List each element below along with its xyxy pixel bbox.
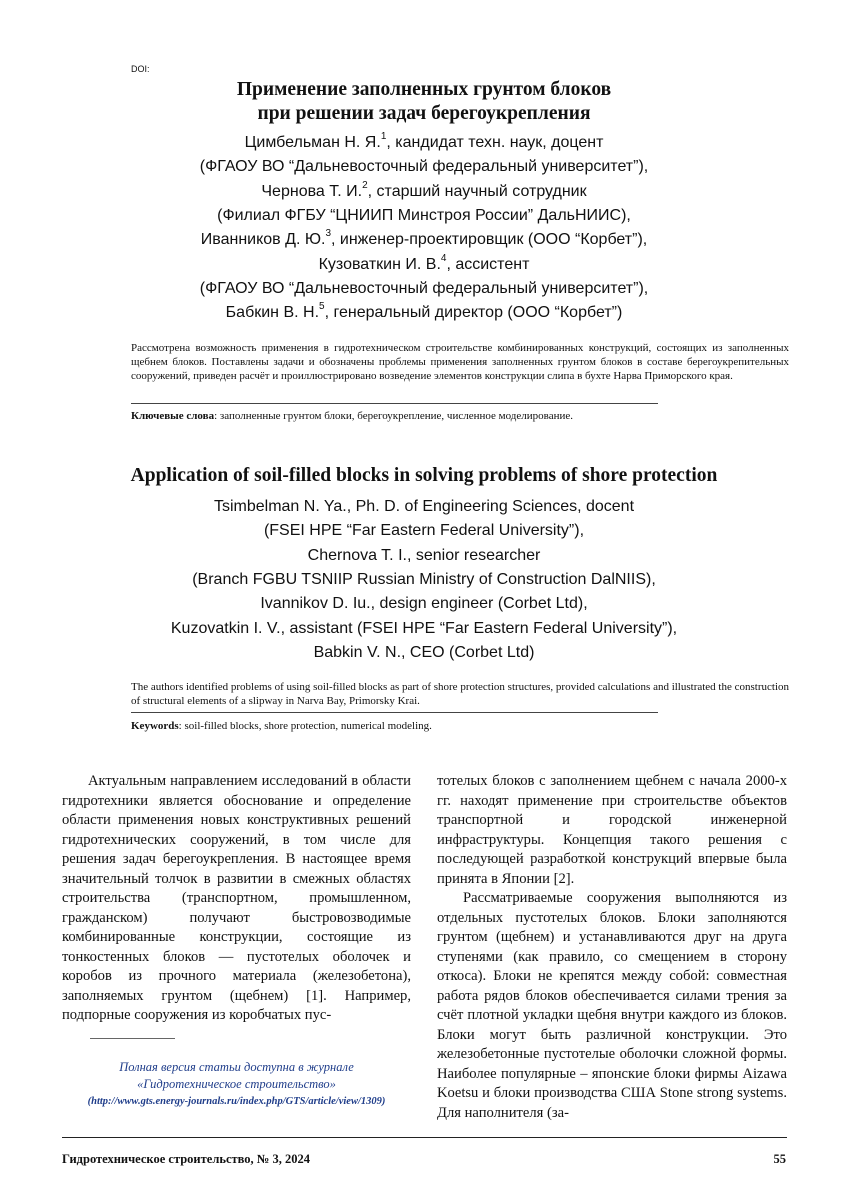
title-ru-line-2: при решении задач берегоукрепления	[257, 103, 591, 124]
keywords-ru	[131, 409, 791, 423]
author-ru-line	[0, 252, 848, 274]
author-ru-role: , старший научный сотрудник	[367, 182, 587, 200]
keywords-en-text: : soil-filled blocks, shore protection, numerical modeling.	[178, 720, 432, 732]
author-ru-text: Кузоваткин И. В.	[318, 255, 441, 273]
divider	[131, 712, 658, 713]
author-en-line: Chernova T. I., senior researcher	[307, 546, 541, 564]
author-ru-role: , генеральный директор (ООО “Корбет”)	[324, 304, 623, 322]
author-en-line: (Branch FGBU TSNIIP Russian Ministry of Construction DalNIIS),	[192, 570, 656, 588]
author-en-line: Tsimbelman N. Ya., Ph. D. of Engineering Sciences, docent	[213, 498, 635, 515]
author-ru-line	[0, 301, 848, 322]
author-ru-line	[0, 131, 848, 152]
author-ru-text: Иванников Д. Ю.	[200, 231, 326, 249]
footer-rule	[62, 1137, 787, 1138]
author-ru-role: , ассистент	[446, 255, 530, 273]
author-ru-line	[0, 158, 848, 176]
abstract-en: The authors identified problems of using soil-filled blocks as part of shore protection structures, provided calculations and illustrated the construction of structural elements of a slipway in Narva Bay, Primorsky Krai.	[131, 681, 790, 708]
author-ru-affiliation-mark: 4	[440, 252, 447, 264]
author-ru-line	[0, 280, 848, 298]
title-en: Application of soil-filled blocks in solving problems of shore protection	[130, 465, 718, 486]
full-version-note	[62, 1059, 411, 1110]
author-ru-line	[0, 228, 848, 249]
title-ru	[0, 78, 848, 126]
journal-footer: Гидротехническое строительство, № 3, 2024	[62, 1152, 310, 1166]
keywords-ru-text: : заполненные грунтом блоки, берегоукрепление, численное моделирование.	[214, 410, 573, 422]
author-ru-text: Цимбельман Н. Я.	[244, 134, 381, 151]
author-ru-text: Чернова Т. И.	[261, 182, 363, 200]
author-ru-role: , кандидат техн. наук, доцент	[386, 134, 604, 151]
doi-label: DOI:	[131, 64, 150, 74]
body-left-column	[62, 772, 411, 1026]
author-ru-role: , инженер-проектировщик (ООО “Корбет”),	[331, 231, 648, 249]
body-right-column	[437, 772, 787, 1123]
author-en-line: Babkin V. N., CEO (Corbet Ltd)	[313, 643, 535, 661]
author-ru-text: (ФГАОУ ВО “Дальневосточный федеральный университет”),	[199, 158, 649, 176]
author-en-line: Kuzovatkin I. V., assistant (FSEI HPE “Far Eastern Federal University”),	[170, 619, 678, 637]
body-paragraph: Рассматриваемые сооружения выполняются из отдельных пустотелых блоков. Блоки заполняются грунтом (щебнем) и устанавливаются друг на друга ступенями (как правило, со смещением в сторону откоса). Блоки не крепятся между собой: совместная работа рядов блоков обеспечивается силами трения за счёт плотной укладки щебня внутри каждого из блоков. Блоки могут быть различной конструкции. Это железобетонные пустотелые оболочки сложной формы. Наиболее популярные – японские блоки фирмы Aizawa Koetsu и блоки производства США Stone strong systems. Для наполнителя (за-	[437, 890, 787, 1121]
keywords-en	[131, 719, 791, 733]
author-en-line: (FSEI HPE “Far Eastern Federal University”),	[263, 522, 585, 540]
author-ru-text: (ФГАОУ ВО “Дальневосточный федеральный университет”),	[199, 279, 649, 297]
keywords-en-label: Keywords	[131, 720, 179, 732]
body-paragraph: Актуальным направлением исследований в области гидротехники является обоснование и определение области применения новых конструктивных решений гидротехнических сооружений, в том числе для решения задач берегоукрепления. В настоящее время значительный толчок в развитии в смежных областях строительства (транспортном, промышленном, гражданском) получают быстровозводимые комбинированные конструкции, состоящие из тонкостенных блоков — пустотелых оболочек и коробов из прочного материала (железобетона), заполняемых грунтом (щебнем) [1]. Например, подпорные сооружения из коробчатых пус-	[62, 773, 411, 1023]
page-number: 55	[773, 1152, 786, 1166]
author-ru-line	[0, 207, 848, 225]
author-ru-affiliation-mark: 3	[325, 228, 332, 240]
title-ru-line-1: Применение заполненных грунтом блоков	[236, 79, 612, 100]
note-line-2: «Гидротехническое строительство»	[137, 1077, 336, 1091]
abstract-ru: Рассмотрена возможность применения в гидротехническом строительстве комбинированных конструкций, состоящих из заполненных щебнем блоков. Поставлены задачи и обозначены проблемы применения заполненных грунтом блоков в составе берегоукрепительных сооружений, приведен расчёт и проиллюстрировано возведение элементов конструкции слипа в бухте Нарва Приморского края.	[131, 342, 789, 383]
keywords-ru-label: Ключевые слова	[131, 410, 215, 422]
note-line-1: Полная версия статьи доступна в журнале	[119, 1060, 354, 1074]
author-ru-affiliation-mark: 1	[380, 131, 387, 142]
footnote-divider	[90, 1038, 175, 1039]
author-ru-text: (Филиал ФГБУ “ЦНИИП Минстроя России” ДальНИИС),	[217, 206, 631, 224]
body-paragraph: тотелых блоков с заполнением щебнем с начала 2000-х гг. находят применение при строительстве объектов транспортной и городской инженерной инфраструктуры. Концепция такого решения с последующей разработкой конструкций впервые была принята в Японии [2].	[437, 773, 787, 887]
article-link[interactable]: (http://www.gts.energy-journals.ru/index.php/GTS/article/view/1309)	[87, 1096, 386, 1107]
divider	[131, 403, 658, 404]
author-ru-affiliation-mark: 5	[319, 301, 325, 313]
author-en-line: Ivannikov D. Iu., design engineer (Corbet Ltd),	[260, 595, 588, 613]
author-ru-text: Бабкин В. Н.	[225, 304, 320, 322]
author-ru-line	[0, 179, 848, 201]
author-ru-affiliation-mark: 2	[362, 179, 368, 191]
